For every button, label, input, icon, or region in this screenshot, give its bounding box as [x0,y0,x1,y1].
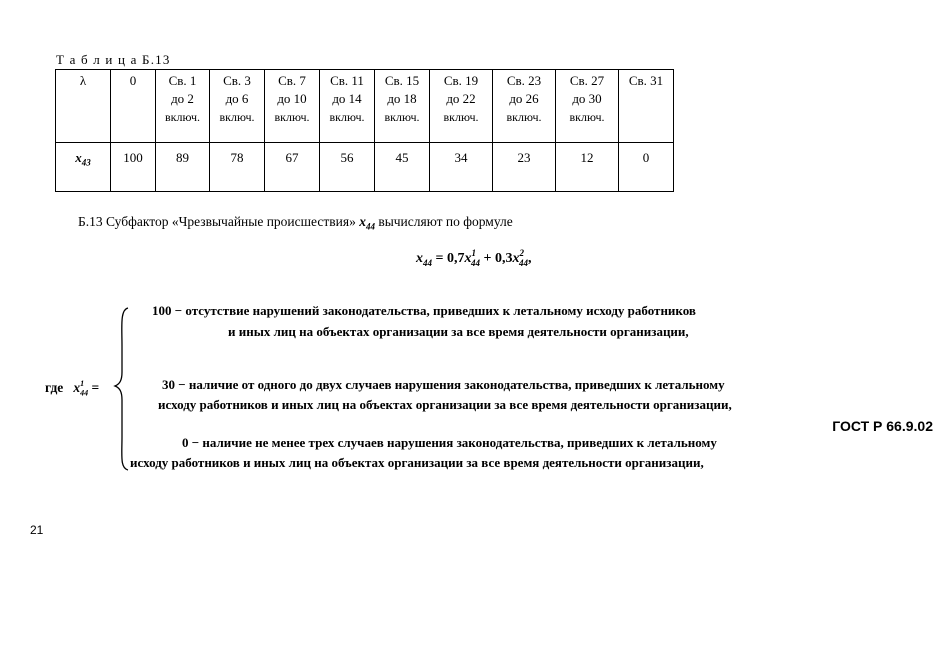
condition-1-line-1: 100 − отсутствие нарушений законодательства, приведших к летальному исходу работников [152,303,696,318]
header-cell-line: Св. 15 [384,73,420,88]
header-cell [430,70,493,143]
formula: $x_{44} = 0,7x^1_{44} + 0,3x^2_{44}$, [416,248,532,268]
header-cell-line: Св. 31 [628,73,664,88]
value-cell: 89 [156,143,210,192]
header-cell-line: λ [79,73,87,88]
header-cell-line: Св. 27 [569,73,605,88]
table-caption: Т а б л и ц а Б.13 [56,52,171,67]
value-cell: 45 [375,143,430,192]
values-table [55,69,674,192]
header-cell-line: Св. 3 [223,73,251,88]
value-cell: 100 [111,143,156,192]
header-cell [210,70,265,143]
header-cell [375,70,430,143]
header-cell-line: до 18 [387,91,417,106]
condition-3-line-2: исходу работников и иных лиц на объектах организации за все время деятельности организации, [130,455,704,470]
document-header-code: ГОСТ Р 66.9.02 [832,418,933,434]
value-cell: 0 [619,143,674,192]
value-cell: 78 [210,143,265,192]
where-label: где $x^1_{44}$ = [45,379,100,398]
header-cell-line: включ. [443,110,479,124]
header-cell [56,70,111,143]
value-cell: 23 [493,143,556,192]
header-cell-line: до 2 [171,91,194,106]
header-cell-line: Св. 11 [330,73,364,88]
header-cell-line: до 30 [572,91,602,106]
header-cell [556,70,619,143]
page-number: 21 [30,523,44,537]
condition-1-line-2: и иных лиц на объектах организации за все время деятельности организации, [228,324,689,339]
header-cell-line: включ. [569,110,605,124]
header-cell-line: Св. 23 [506,73,542,88]
header-cell [320,70,375,143]
left-brace [112,306,132,472]
header-cell-line: включ. [384,110,420,124]
header-cell-line: до 22 [446,91,476,106]
header-cell-line: включ. [329,110,365,124]
header-cell [111,70,156,143]
row-label: $x_{43}$ [75,150,91,168]
row-label-cell [56,143,111,192]
header-cell-line: Св. 1 [168,73,197,88]
header-cell [156,70,210,143]
value-cell: 56 [320,143,375,192]
header-cell-line: до 26 [509,91,539,106]
header-cell-line: Св. 7 [278,73,306,88]
header-cell [265,70,320,143]
value-cell: 12 [556,143,619,192]
header-cell-line: включ. [164,110,201,124]
condition-2-line-1: 30 − наличие от одного до двух случаев нарушения законодательства, приведших к летальному [162,377,725,392]
value-cell: 34 [430,143,493,192]
header-cell-line: 0 [129,73,137,88]
header-cell-line: включ. [506,110,542,124]
section-paragraph: Б.13 Субфактор «Чрезвычайные происшествия» $x_{44}$ вычисляют по формуле [78,214,513,232]
condition-3-line-1: 0 − наличие не менее трех случаев нарушения законодательства, приведших к летальному [182,435,717,450]
header-cell-line: включ. [274,110,310,124]
table-header-row [56,70,674,143]
header-cell [619,70,674,143]
header-cell-line: до 14 [332,91,362,106]
value-cell: 67 [265,143,320,192]
header-cell [493,70,556,143]
header-cell-line: до 10 [277,91,307,106]
header-cell-line: Св. 19 [443,73,479,88]
condition-2-line-2: исходу работников и иных лиц на объектах организации за все время деятельности организации, [158,397,732,412]
table-value-row [56,143,674,192]
header-cell-line: включ. [219,110,255,124]
header-cell-line: до 6 [225,91,249,106]
